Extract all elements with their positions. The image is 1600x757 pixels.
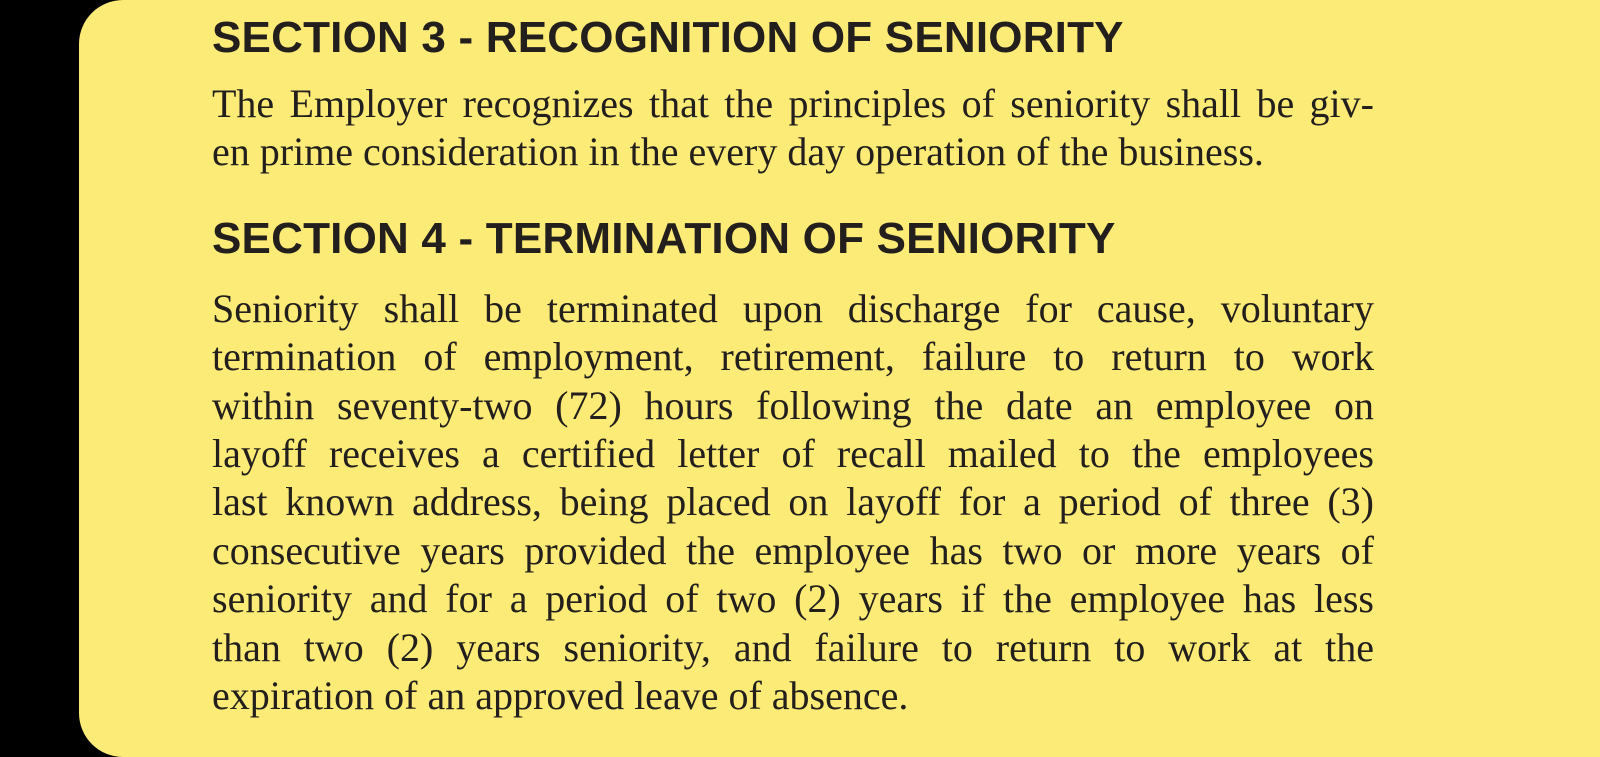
section-4-line: seniority and for a period of two (2) years if the employee has less bbox=[212, 576, 1374, 622]
section-4-line: termination of employment, retirement, failure to return to work bbox=[212, 334, 1374, 380]
section-3-heading: SECTION 3 - RECOGNITION OF SENIORITY bbox=[212, 13, 1124, 62]
section-4-line: within seventy-two (72) hours following the date an employee on bbox=[212, 382, 1374, 428]
section-4-heading: SECTION 4 - TERMINATION OF SENIORITY bbox=[212, 213, 1116, 263]
section-3-line: en prime consideration in the every day operation of the business. bbox=[212, 129, 1264, 175]
section-4-line: consecutive years provided the employee has two or more years of bbox=[212, 527, 1374, 573]
section-4-line: Seniority shall be terminated upon discharge for cause, voluntary bbox=[212, 285, 1374, 331]
section-4-line: layoff receives a certified letter of recall mailed to the employees bbox=[212, 431, 1374, 477]
section-3-paragraph bbox=[212, 80, 1374, 177]
document-content bbox=[212, 10, 1374, 720]
section-4-line: expiration of an approved leave of absence. bbox=[212, 673, 909, 719]
section-4-line: than two (2) years seniority, and failure to return to work at the bbox=[212, 624, 1374, 670]
document-page bbox=[79, 0, 1600, 757]
section-4-line: last known address, being placed on layoff for a period of three (3) bbox=[212, 479, 1374, 525]
section-4-paragraph bbox=[212, 285, 1374, 721]
section-3-line: The Employer recognizes that the principles of seniority shall be giv- bbox=[212, 81, 1374, 126]
